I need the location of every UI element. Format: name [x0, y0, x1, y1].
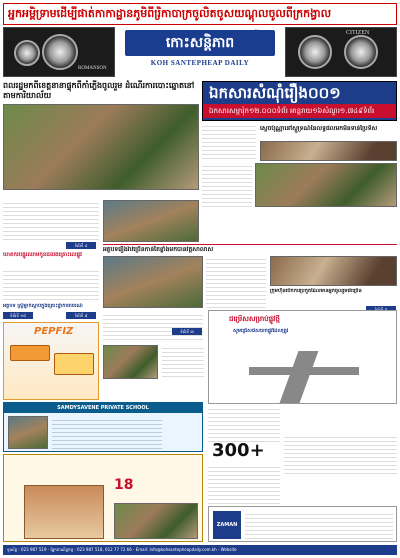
school-name: SAMDYSAVENE PRIVATE SCHOOL — [4, 403, 202, 413]
watch-image — [14, 40, 40, 66]
story-headline[interactable]: ស្ដេចប៉ុណ្ណានៅស្តួទ្រណ៍នៃលទ្ធផលមកមិនទាន់ប្រែទិស — [260, 125, 378, 132]
watch-image — [42, 34, 78, 70]
pepfiz-logo: PEPFIZ — [34, 326, 74, 337]
watch-image — [298, 35, 332, 69]
mid-headline[interactable]: អត្ថបទរឿងរ៉ាវច្រើនកាន់តែខ្លាំងមកបានវត្តសាលាស — [103, 246, 214, 253]
small-photo — [103, 345, 158, 379]
footer-contact: ទូរស័ព្ទ : 023 987 519 - ផ្នែកពាណិជ្ជកម្ម : 023 987 518, 012 77 72 66 - Email: info@kohsantepheapdaily.com.kh - Website — [3, 545, 397, 555]
road-graphic — [249, 367, 359, 375]
property-photo — [114, 503, 198, 539]
top-banner: អ្នកអម្ពិទ្រាមដើម្បីផាត់កាកាដ្ឋានភូមិពីរ្រិកាបាក្រចូលិតចូសយណ្ដុលចូលពីក្រកង្វាល — [3, 3, 397, 25]
article-photo — [103, 200, 199, 242]
lead-headline[interactable]: ពលរដ្ឋមកពីខេត្តនានាផ្ទុកពីកាំភ្លើងចូលរួម ដំណើរការបោះឆ្នោតនៅតាមការិយាល័យ — [3, 81, 195, 100]
property-ad[interactable] — [3, 454, 203, 542]
pepfiz-ad[interactable] — [3, 322, 99, 400]
big-number: 300+ — [212, 440, 265, 461]
article-text — [202, 163, 252, 207]
zaman-ad[interactable] — [208, 506, 397, 542]
house-image — [24, 485, 104, 539]
english-name: KOH SANTEPHEAP DAILY — [150, 59, 250, 67]
main-subheadline: ឯកសារសម្ភារ៉ុក១២.០០០ទំព័រ អាន្តរាយ១៦សំណួរ១.៧៤៩ទំព័រ — [203, 104, 396, 118]
article-text — [208, 464, 280, 504]
school-photo — [8, 416, 48, 449]
tagline: ប្រចាំថ្ងៃ — [248, 30, 263, 36]
article-text — [284, 434, 397, 474]
article-text — [103, 312, 203, 342]
article-text — [3, 200, 99, 240]
side-headline[interactable]: ឃាតករបង្ហូរឈាមកូនជនរងគ្រោះលើផ្លូវ — [3, 252, 82, 258]
page-tag[interactable]: ទំព័រទី ៨ — [66, 312, 96, 319]
product-pack — [10, 345, 50, 361]
ad-title: ជម្រើសសម្រាប់ផ្លូវថ្មី — [229, 315, 280, 323]
main-headline: ឯកសារសំណុំរឿង០០១ — [209, 84, 341, 102]
side-headline[interactable]: អត្ថបទ ស្ត្រីម្នាក់ស្លាប់ក្នុងគ្រោះថ្នាក់ចរាចរណ៍ — [3, 303, 83, 309]
right-photo — [270, 256, 397, 286]
product-pack — [54, 353, 94, 375]
watch-ad-right[interactable] — [285, 27, 397, 77]
article-text — [162, 345, 204, 379]
road-ad[interactable] — [208, 310, 397, 404]
brand-label: CITIZEN — [346, 30, 370, 36]
page-tag[interactable]: ទំព័រទី ៤ — [66, 242, 96, 249]
price: 18 — [114, 477, 134, 493]
brand-label: ROMANSON — [78, 66, 107, 71]
page-tag[interactable]: ទំព័រទី ១៨ — [3, 312, 33, 319]
article-text — [206, 256, 266, 308]
story-block — [202, 123, 397, 161]
main-headline-box[interactable] — [202, 81, 397, 121]
story-photo — [260, 141, 397, 161]
story-headline[interactable]: ក្រុមហ៊ុនបើកការប្រកួតដែលមានអ្នកចូលរួមជាច្រើន — [270, 288, 362, 294]
photo-caption — [3, 192, 199, 198]
watch-ad-left[interactable] — [3, 27, 115, 77]
zaman-text — [245, 511, 393, 539]
zaman-logo: ZAMAN — [213, 511, 241, 539]
mid-photo — [103, 256, 203, 308]
page-tag[interactable]: ទំព័រទី ៣ — [172, 328, 202, 335]
article-text — [202, 123, 256, 161]
crowd-photo — [255, 163, 397, 207]
school-info — [52, 417, 162, 449]
school-ad[interactable] — [3, 402, 203, 452]
watch-image — [344, 35, 378, 69]
newspaper-logo: កោះសន្តិភាព — [125, 30, 275, 56]
article-text — [208, 406, 280, 442]
road-graphic — [280, 351, 319, 403]
divider — [103, 244, 397, 245]
ad-subtitle: សូមជ្រើសរើសយកផ្លូវដែលត្រូវ — [233, 328, 289, 334]
article-text — [3, 268, 99, 302]
lead-photo — [3, 104, 199, 190]
